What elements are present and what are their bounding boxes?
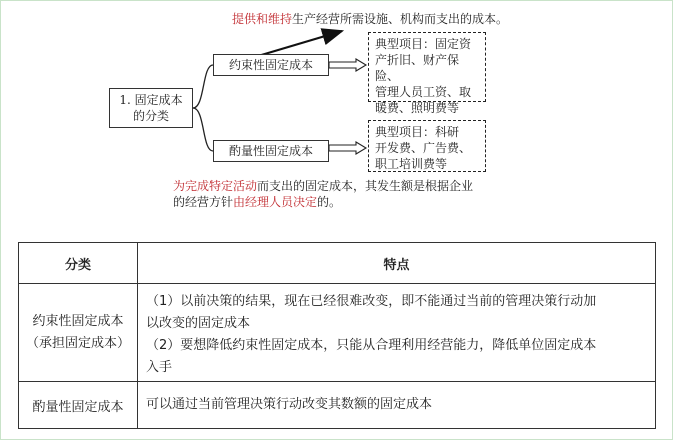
brace-connector — [193, 108, 213, 151]
feature-line: （2）要想降低约束性固定成本，只能从合理利用经营能力，降低单位固定成本 — [146, 337, 597, 353]
header-category: 分类 — [19, 243, 138, 284]
table-row — [19, 284, 656, 382]
node-committed-fixed-cost: 约束性固定成本 — [213, 54, 329, 76]
bottom-note-highlight: 由经理人员决定 — [233, 195, 318, 209]
category-line: 约束性固定成本 — [32, 313, 124, 329]
feature-line: 以改变的固定成本 — [146, 315, 251, 331]
example-line: 职工培训费等 — [375, 157, 448, 171]
header-features: 特点 — [138, 243, 656, 284]
example-box-discretionary — [368, 120, 486, 172]
bottom-note-text: 的经营方针 — [173, 195, 234, 209]
category-cell — [19, 284, 138, 382]
bottom-note-text: 的。 — [317, 195, 342, 209]
top-note-text: 生产经营所需设施、机构而支出的成本。 — [292, 12, 509, 26]
double-arrow-b — [329, 142, 366, 154]
top-note — [232, 11, 508, 27]
features-cell — [138, 284, 656, 382]
example-line: 产折旧、财产保险、 — [375, 53, 460, 83]
bottom-note-line1 — [173, 178, 473, 194]
example-line: 管理人员工资、取 — [375, 85, 472, 99]
example-line: 开发费、广告费、 — [375, 141, 472, 155]
example-box-committed — [368, 32, 486, 115]
brace-connector — [193, 65, 213, 108]
top-note-highlight: 提供和维持 — [232, 12, 293, 26]
feature-line: 可以通过当前管理决策行动改变其数额的固定成本 — [146, 397, 433, 412]
feature-line: 入手 — [146, 359, 173, 375]
bottom-note — [173, 178, 473, 210]
bottom-note-highlight: 为完成特定活动 — [173, 179, 258, 193]
root-label-line1: 1. 固定成本 — [119, 93, 183, 107]
node-discretionary-fixed-cost: 酌量性固定成本 — [213, 140, 329, 162]
category-cell: 酌量性固定成本 — [19, 382, 138, 429]
table-row — [19, 382, 656, 429]
example-line: 暖费、照明费等 — [375, 101, 460, 115]
root-box — [109, 88, 193, 128]
root-label-line2: 的分类 — [132, 109, 169, 123]
features-cell — [138, 382, 656, 429]
feature-line: （1）以前决策的结果，现在已经很难改变，即不能通过当前的管理决策行动加 — [146, 293, 597, 309]
example-line: 典型项目：科研 — [375, 125, 460, 139]
example-line: 典型项目：固定资 — [375, 37, 472, 51]
bottom-note-text: 而支出的固定成本，其发生额是根据企业 — [257, 179, 474, 193]
category-line: （承担固定成本） — [25, 335, 130, 351]
characteristics-table — [18, 242, 656, 429]
table-header-row — [19, 243, 656, 284]
arrow-to-top-note — [258, 31, 342, 56]
bottom-note-line2 — [173, 194, 473, 210]
double-arrow-a — [329, 59, 366, 71]
